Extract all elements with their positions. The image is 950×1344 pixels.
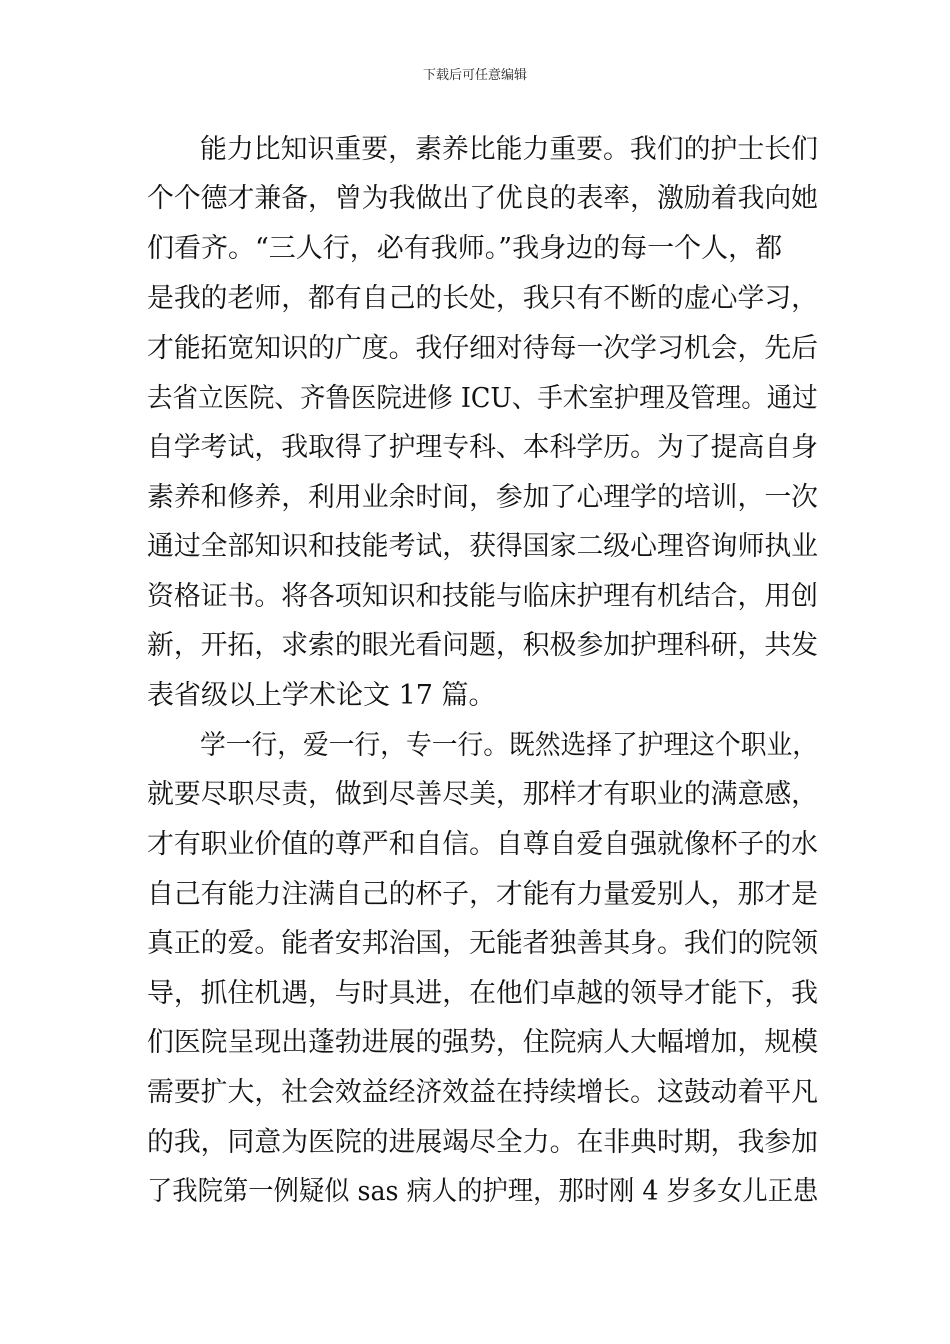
paragraph-line: 就要尽职尽责，做到尽善尽美，那样才有职业的满意感， xyxy=(147,779,819,810)
paragraph-line: 才能拓宽知识的广度。我仔细对待每一次学习机会，先后 xyxy=(147,333,819,364)
paragraph-line: 资格证书。将各项知识和技能与临床护理有机结合，用创 xyxy=(147,581,819,612)
paragraph-line: 能力比知识重要，素养比能力重要。我们的护士长们 xyxy=(200,134,819,165)
paragraph-line: 导，抓住机遇，与时具进，在他们卓越的领导才能下，我 xyxy=(147,978,819,1009)
paragraph-line: 的我，同意为医院的进展竭尽全力。在非典时期，我参加 xyxy=(147,1127,819,1158)
paragraph-line: 去省立医院、齐鲁医院进修 ICU、手术室护理及管理。通过 xyxy=(147,383,818,414)
paragraph-line: 新，开拓，求索的眼光看问题，积极参加护理科研，共发 xyxy=(147,630,819,661)
paragraph-line: 才有职业价值的尊严和自信。自尊自爱自强就像杯子的水 xyxy=(147,829,819,860)
paragraph-line: 了我院第一例疑似 sas 病人的护理，那时刚 4 岁多女儿正患 xyxy=(147,1176,819,1207)
paragraph-line: 通过全部知识和技能考试，获得国家二级心理咨询师执业 xyxy=(147,531,819,562)
paragraph-line: 个个德才兼备，曾为我做出了优良的表率，激励着我向她 xyxy=(147,183,819,214)
page-header: 下载后可任意编辑 xyxy=(422,68,527,83)
paragraph-line: 是我的老师，都有自己的长处，我只有不断的虚心学习， xyxy=(147,283,819,314)
paragraph-line: 们医院呈现出蓬勃进展的强势，住院病人大幅增加，规模 xyxy=(147,1027,819,1058)
paragraph-line: 学一行，爱一行，专一行。既然选择了护理这个职业， xyxy=(200,730,818,761)
paragraph-line: 真正的爱。能者安邦治国，无能者独善其身。我们的院领 xyxy=(147,928,819,959)
paragraph-line: 表省级以上学术论文 17 篇。 xyxy=(147,680,496,711)
paragraph-line: 素养和修养，利用业余时间，参加了心理学的培训，一次 xyxy=(147,482,819,513)
paragraph-line: 自学考试，我取得了护理专科、本科学历。为了提高自身 xyxy=(147,432,819,463)
paragraph-line: 自己有能力注满自己的杯子，才能有力量爱别人，那才是 xyxy=(147,879,819,910)
paragraph-line: 需要扩大，社会效益经济效益在持续增长。这鼓动着平凡 xyxy=(147,1077,819,1108)
paragraph-line: 们看齐。“三人行，必有我师。”我身边的每一个人，都 xyxy=(147,233,783,264)
